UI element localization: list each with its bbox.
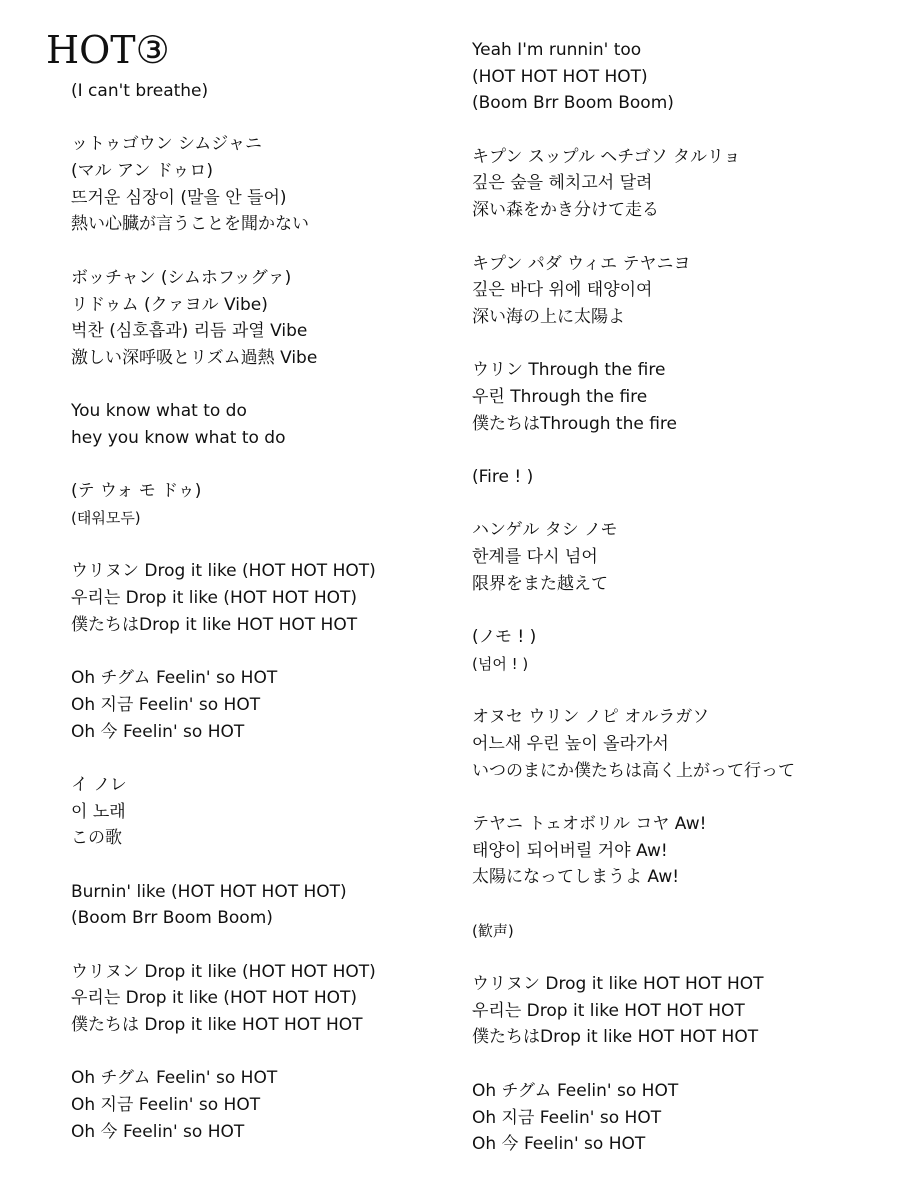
lyric-line: Oh 今 Feelin' so HOT (71, 1121, 245, 1142)
lyric-stanza (472, 517, 892, 597)
lyric-line: 僕たちは Drop it like HOT HOT HOT (71, 1015, 363, 1036)
lyric-stanza (71, 558, 481, 638)
lyric-line: 우리는 Drop it like HOT HOT HOT (472, 1000, 745, 1021)
page-title: HOT③ (46, 28, 170, 72)
lyric-line: 深い森をかき分けて走る (472, 200, 659, 221)
lyric-line: ットゥゴウン シムジャニ (71, 134, 262, 155)
lyric-line: ウリヌン Drop it like (HOT HOT HOT) (71, 961, 376, 982)
lyrics-column-left (71, 78, 481, 1172)
lyric-stanza (472, 624, 892, 677)
lyric-line: (HOT HOT HOT HOT) (472, 66, 648, 87)
lyric-line: ウリヌン Drog it like (HOT HOT HOT) (71, 561, 376, 582)
lyric-stanza (71, 478, 481, 531)
lyric-line: この歌 (71, 828, 122, 849)
lyric-line: Oh 今 Feelin' so HOT (71, 721, 245, 742)
lyric-line: 깊은 숲을 헤치고서 달려 (472, 173, 653, 194)
lyric-stanza (71, 131, 481, 238)
lyric-stanza (71, 1065, 481, 1145)
lyric-line: イ ノレ (71, 774, 127, 795)
lyric-line: 僕たちはThrough the fire (472, 413, 678, 434)
lyric-stanza (71, 398, 481, 451)
lyric-line: hey you know what to do (71, 427, 286, 448)
lyric-line: (태워모두) (71, 509, 141, 527)
lyric-stanza (71, 879, 481, 932)
lyric-line: 뜨거운 심장이 (말을 안 들어) (71, 187, 287, 208)
lyric-line: (Boom Brr Boom Boom) (472, 93, 674, 114)
lyric-line: ボッチャン (シムホフッグァ) (71, 267, 292, 288)
lyric-stanza (472, 704, 892, 784)
lyric-line: (넘어 ! ) (472, 654, 529, 673)
lyric-line: 이 노래 (71, 801, 126, 822)
lyric-line: Oh チグム Feelin' so HOT (472, 1080, 679, 1101)
lyric-stanza (472, 464, 892, 491)
lyric-line: Oh 지금 Feelin' so HOT (71, 694, 261, 715)
lyric-stanza (71, 665, 481, 745)
lyric-line: (Fire ! ) (472, 467, 534, 487)
lyric-line: (Boom Brr Boom Boom) (71, 908, 273, 929)
lyric-stanza (472, 357, 892, 437)
lyric-line: キプン パダ ウィエ テヤニヨ (472, 253, 691, 274)
lyric-line: 太陽になってしまうよ Aw! (472, 867, 680, 888)
lyric-line: (ノモ ! ) (472, 627, 537, 648)
lyrics-column-right (472, 37, 892, 1185)
lyric-line: ウリン Through the fire (472, 360, 666, 381)
lyric-stanza (71, 265, 481, 372)
lyric-line: (テ ウォ モ ドゥ) (71, 481, 202, 502)
lyric-stanza (472, 144, 892, 224)
lyric-line: (マル アン ドゥロ) (71, 161, 213, 182)
lyric-line: Oh チグム Feelin' so HOT (71, 668, 278, 689)
lyric-line: Oh チグム Feelin' so HOT (71, 1068, 278, 1089)
lyric-line: ハンゲル タシ ノモ (472, 520, 618, 541)
lyric-line: 우리는 Drop it like (HOT HOT HOT) (71, 988, 358, 1009)
lyric-line: Oh 今 Feelin' so HOT (472, 1134, 646, 1155)
lyric-line: (歓声) (472, 921, 514, 940)
lyric-line: Yeah I'm runnin' too (472, 40, 642, 60)
lyric-stanza (472, 251, 892, 331)
lyric-line: 激しい深呼吸とリズム過熱 Vibe (71, 347, 318, 368)
lyric-stanza (71, 959, 481, 1039)
lyric-line: リドゥム (クァヨル Vibe) (71, 294, 268, 315)
lyric-stanza (472, 811, 892, 891)
lyric-stanza (71, 772, 481, 852)
lyric-line: 우리는 Drop it like (HOT HOT HOT) (71, 588, 358, 609)
lyric-line: ウリヌン Drog it like HOT HOT HOT (472, 974, 764, 995)
lyric-line: 깊은 바다 위에 태양이여 (472, 280, 653, 301)
lyric-line: (I can't breathe) (71, 81, 209, 101)
lyric-line: 熱い心臓が言うことを聞かない (71, 214, 309, 235)
lyric-stanza (472, 1078, 892, 1158)
lyric-stanza (71, 78, 481, 105)
lyric-line: 어느새 우린 높이 올라가서 (472, 733, 669, 754)
lyric-line: Oh 지금 Feelin' so HOT (71, 1095, 261, 1116)
lyric-line: 深い海の上に太陽よ (472, 306, 625, 327)
lyric-line: Burnin' like (HOT HOT HOT HOT) (71, 881, 347, 902)
lyric-stanza (472, 971, 892, 1051)
lyric-line: You know what to do (71, 401, 247, 422)
lyric-line: キプン スップル ヘチゴソ タルリョ (472, 146, 741, 167)
lyric-line: 한계를 다시 넘어 (472, 547, 598, 568)
lyric-line: 限界をまた越えて (472, 573, 608, 594)
lyric-line: 우린 Through the fire (472, 386, 648, 407)
lyric-line: いつのまにか僕たちは高く上がって行って (472, 760, 795, 781)
lyric-line: オヌセ ウリン ノピ オルラガソ (472, 707, 710, 728)
lyric-line: 僕たちはDrop it like HOT HOT HOT (472, 1027, 759, 1048)
lyric-line: 僕たちはDrop it like HOT HOT HOT (71, 614, 358, 635)
lyric-line: Oh 지금 Feelin' so HOT (472, 1107, 662, 1128)
lyric-line: テヤニ トェオボリル コヤ Aw! (472, 813, 707, 834)
lyric-stanza (472, 918, 892, 945)
lyric-stanza (472, 37, 892, 117)
lyric-line: 태양이 되어버릴 거야 Aw! (472, 840, 668, 861)
lyric-line: 벅찬 (심호흡과) 리듬 과열 Vibe (71, 321, 308, 342)
